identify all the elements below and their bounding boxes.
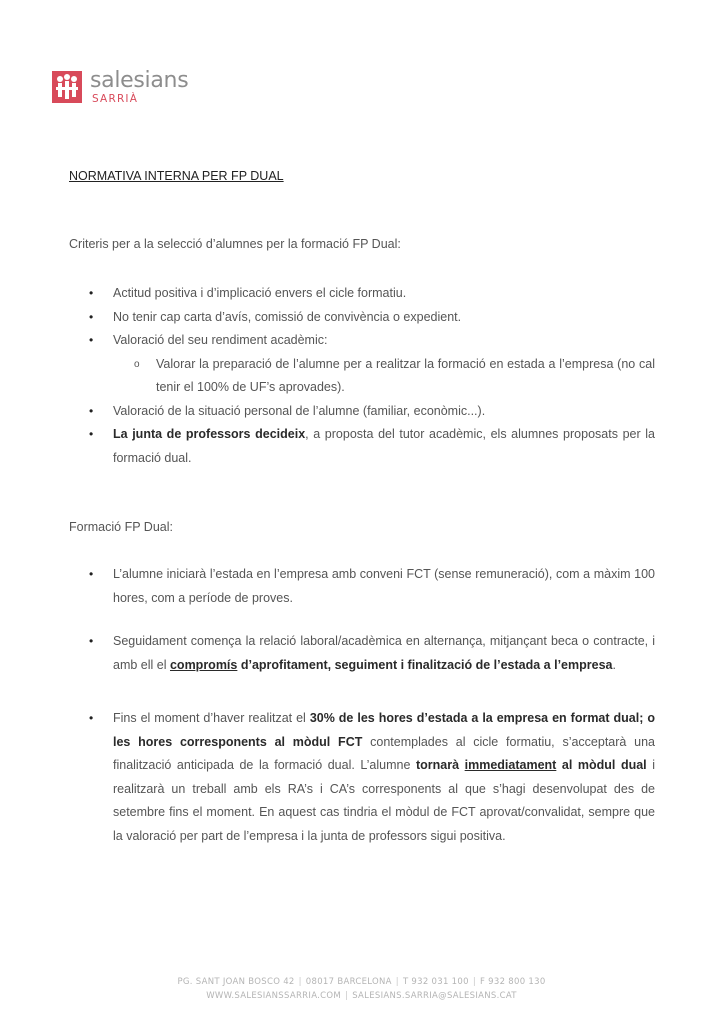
footer-contact-line: PG. SANT JOAN BOSCO 42 | 08017 BARCELONA | T 932 031 100 | F 932 800 130 [177,977,546,987]
brand-name: salesians [90,68,189,93]
footer-email-link[interactable]: SALESIANS.SARRIA@SALESIANS.CAT [352,991,517,1001]
criteria-list [69,282,655,470]
section-intro-training: Formació FP Dual: [69,520,173,534]
document-title: NORMATIVA INTERNA PER FP DUAL [69,169,284,183]
list-item: • Valoració de la situació personal de l’alumne (familiar, econòmic...). [69,400,655,424]
footer-web-line: WWW.SALESIANSSARRIA.COM | SALESIANS.SARRIA@SALESIANS.CAT [206,991,517,1001]
footer-website-link[interactable]: WWW.SALESIANSSARRIA.COM [206,991,342,1001]
list-item: • Actitud positiva i d’implicació envers el cicle formatiu. [69,282,655,306]
list-item: • La junta de professors decideix, a proposta del tutor acadèmic, els alumnes proposats per la formació dual. [69,423,655,470]
list-item: • Valoració del seu rendiment acadèmic: [69,329,655,353]
brand-subtitle: SARRIÀ [92,93,139,105]
list-item: • Seguidament comença la relació laboral/acadèmica en alternança, mitjançant beca o contracte, i amb ell el compromís d’aprofitament, seguiment i finalització de l’estada a l’empresa. [69,630,655,677]
list-item: • Fins el moment d’haver realitzat el 30% de les hores d’estada a la empresa en format dual; o les hores corresponents al mòdul FCT contemplades al cicle formatiu, s’acceptarà una finalització anticipada de la formació dual. L’alumne tornarà immediatament al mòdul dual i realitzarà un treball amb els RA’s i CA’s corresponents al que s’hagi desenvolupat des de setembre fins el moment. En aquest cas tindria el mòdul de FCT aprovat/convalidat, sempre que la valoració per part de l’empresa i la junta de professors sigui positiva. [69,707,655,848]
training-list [69,563,655,848]
list-item: • No tenir cap carta d’avís, comissió de convivència o expedient. [69,306,655,330]
section-intro-criteria: Criteris per a la selecció d’alumnes per la formació FP Dual: [69,237,401,251]
salesians-logo-icon [52,71,82,103]
footer-fax: F 932 800 130 [479,977,546,987]
sub-list-item: o Valorar la preparació de l’alumne per a realitzar la formació en estada a l’empresa (no cal tenir el 100% de UF’s aprovades). [69,353,655,400]
brand-logo [52,70,188,105]
footer-address: PG. SANT JOAN BOSCO 42 [177,977,295,987]
list-item: • L’alumne iniciarà l’estada en l’empresa amb conveni FCT (sense remuneració), com a màxim 100 hores, com a període de proves. [69,563,655,610]
footer-city: 08017 BARCELONA [305,977,392,987]
footer-phone: T 932 031 100 [402,977,469,987]
